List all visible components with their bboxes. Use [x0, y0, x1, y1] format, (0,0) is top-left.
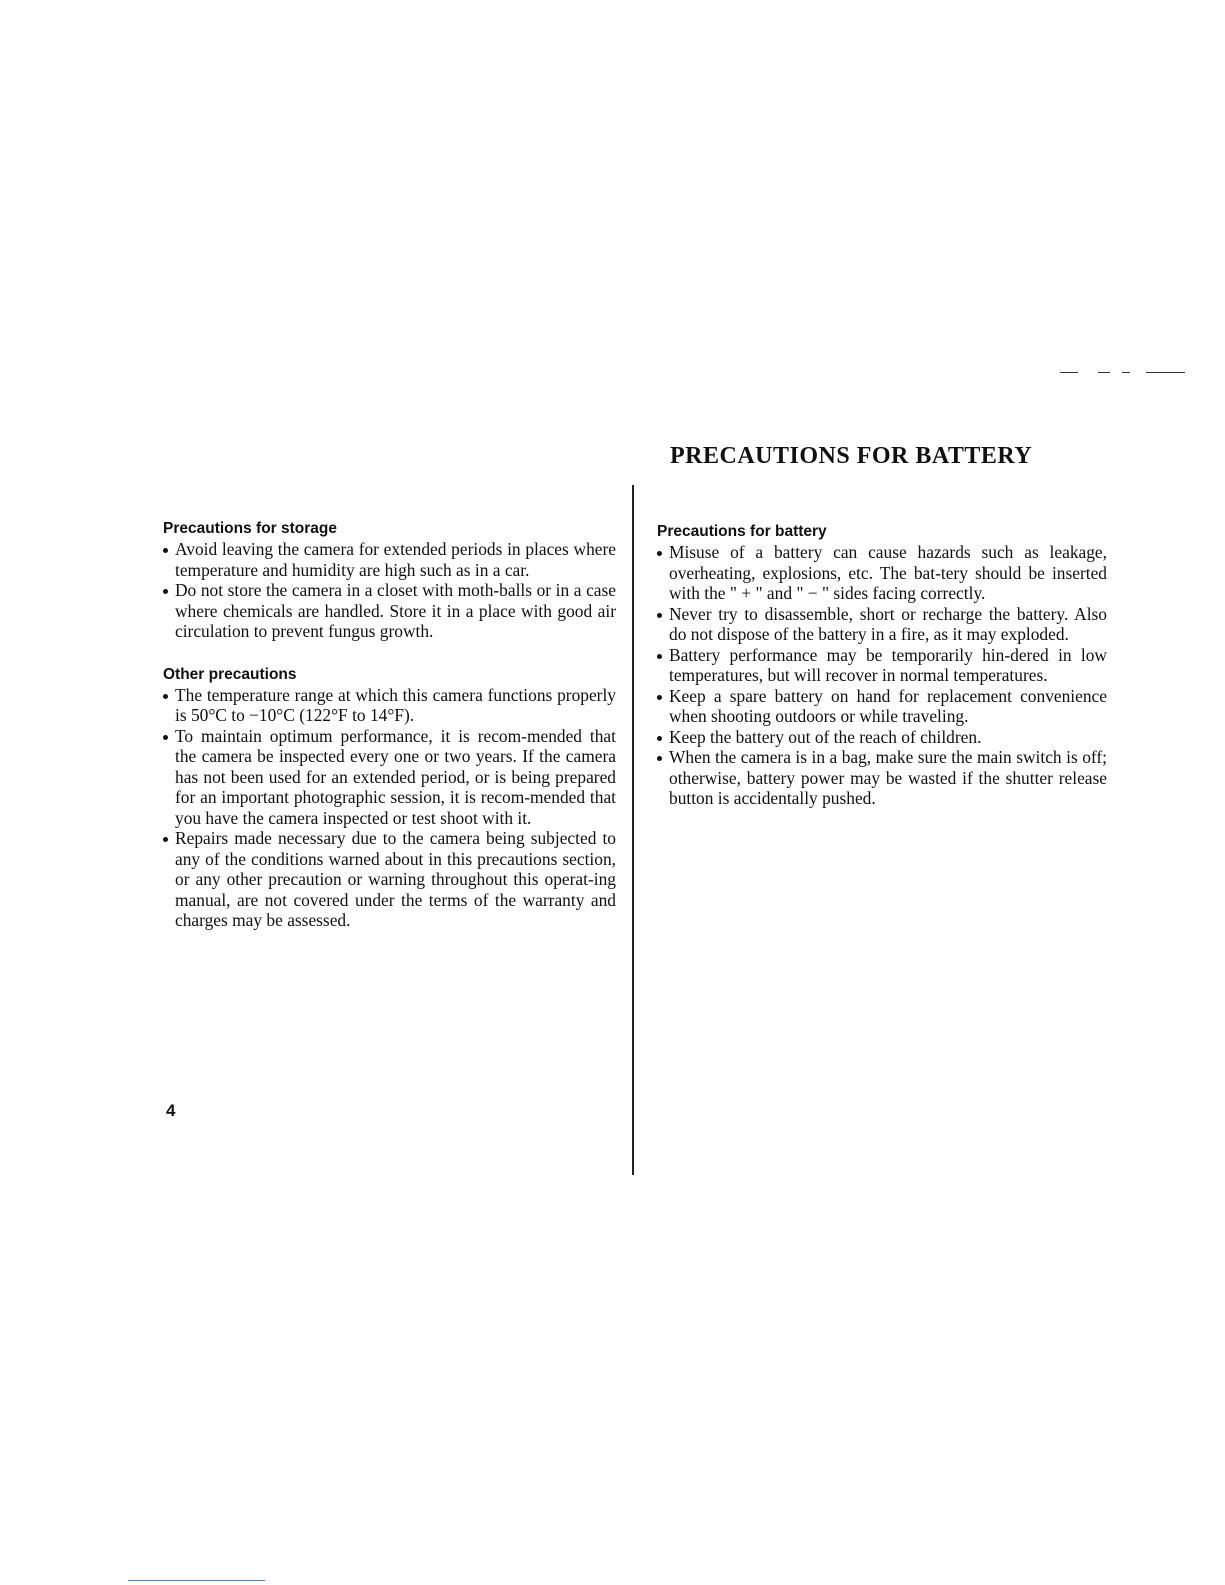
left-column: [163, 519, 616, 954]
list-item: Keep a spare battery on hand for replacement convenience when shooting outdoors or while traveling.: [657, 686, 1107, 727]
list-item: Battery performance may be temporarily hin-dered in low temperatures, but will recover in normal temperatures.: [657, 645, 1107, 686]
list-item: To maintain optimum performance, it is recom-mended that the camera be inspected every one or two years. If the camera has not been used for an extended period, or is being prepared for an important photographic session, it is recom-mended that you have the camera inspected or test shoot with it.: [163, 726, 616, 829]
bullet-icon: [657, 654, 662, 659]
list-item: Misuse of a battery can cause hazards such as leakage, overheating, explosions, etc. The bat-tery should be inserted with the " + " and " − " sides facing correctly.: [657, 542, 1107, 604]
header-rule-marks: [1060, 372, 1185, 374]
storage-precautions-section: [163, 519, 616, 642]
bullet-list: [657, 542, 1107, 809]
section-title: Other precautions: [163, 665, 297, 683]
right-column: [657, 522, 1107, 832]
bullet-icon: [163, 548, 168, 553]
bullet-icon: [657, 695, 662, 700]
list-item: When the camera is in a bag, make sure the main switch is off; otherwise, battery power may be wasted if the shutter release button is accidentally pushed.: [657, 747, 1107, 809]
bullet-icon: [163, 589, 168, 594]
list-item: Never try to disassemble, short or recharge the battery. Also do not dispose of the battery in a fire, as it may exploded.: [657, 604, 1107, 645]
list-item: Do not store the camera in a closet with moth-balls or in a case where chemicals are handled. Store it in a place with good air circulation to prevent fungus growth.: [163, 580, 616, 642]
bullet-icon: [657, 736, 662, 741]
bullet-icon: [163, 735, 168, 740]
section-title: Precautions for battery: [657, 523, 827, 540]
bullet-icon: [163, 837, 168, 842]
bullet-icon: [657, 613, 662, 618]
page-heading: PRECAUTIONS FOR BATTERY: [670, 443, 1033, 469]
bullet-icon: [657, 756, 662, 761]
battery-precautions-section: [657, 522, 1107, 809]
list-item: The temperature range at which this camera functions properly is 50°C to −10°C (122°F to 14°F).: [163, 685, 616, 726]
list-item: Avoid leaving the camera for extended periods in places where temperature and humidity are high such as in a car.: [163, 539, 616, 580]
bullet-list: [163, 539, 616, 642]
bottom-underline-mark: [128, 1580, 265, 1581]
bullet-icon: [163, 694, 168, 699]
page-number: 4: [166, 1101, 176, 1120]
list-item: Keep the battery out of the reach of children.: [657, 727, 1107, 748]
section-title: Precautions for storage: [163, 520, 337, 537]
bullet-list: [163, 685, 616, 931]
other-precautions-section: [163, 665, 616, 931]
bullet-icon: [657, 551, 662, 556]
list-item: Repairs made necessary due to the camera being subjected to any of the conditions warned about in this precautions section, or any other precaution or warning throughout this operat-ing manual, are not covered under the terms of the warranty and charges may be assessed.: [163, 828, 616, 931]
column-divider: [632, 485, 634, 1175]
